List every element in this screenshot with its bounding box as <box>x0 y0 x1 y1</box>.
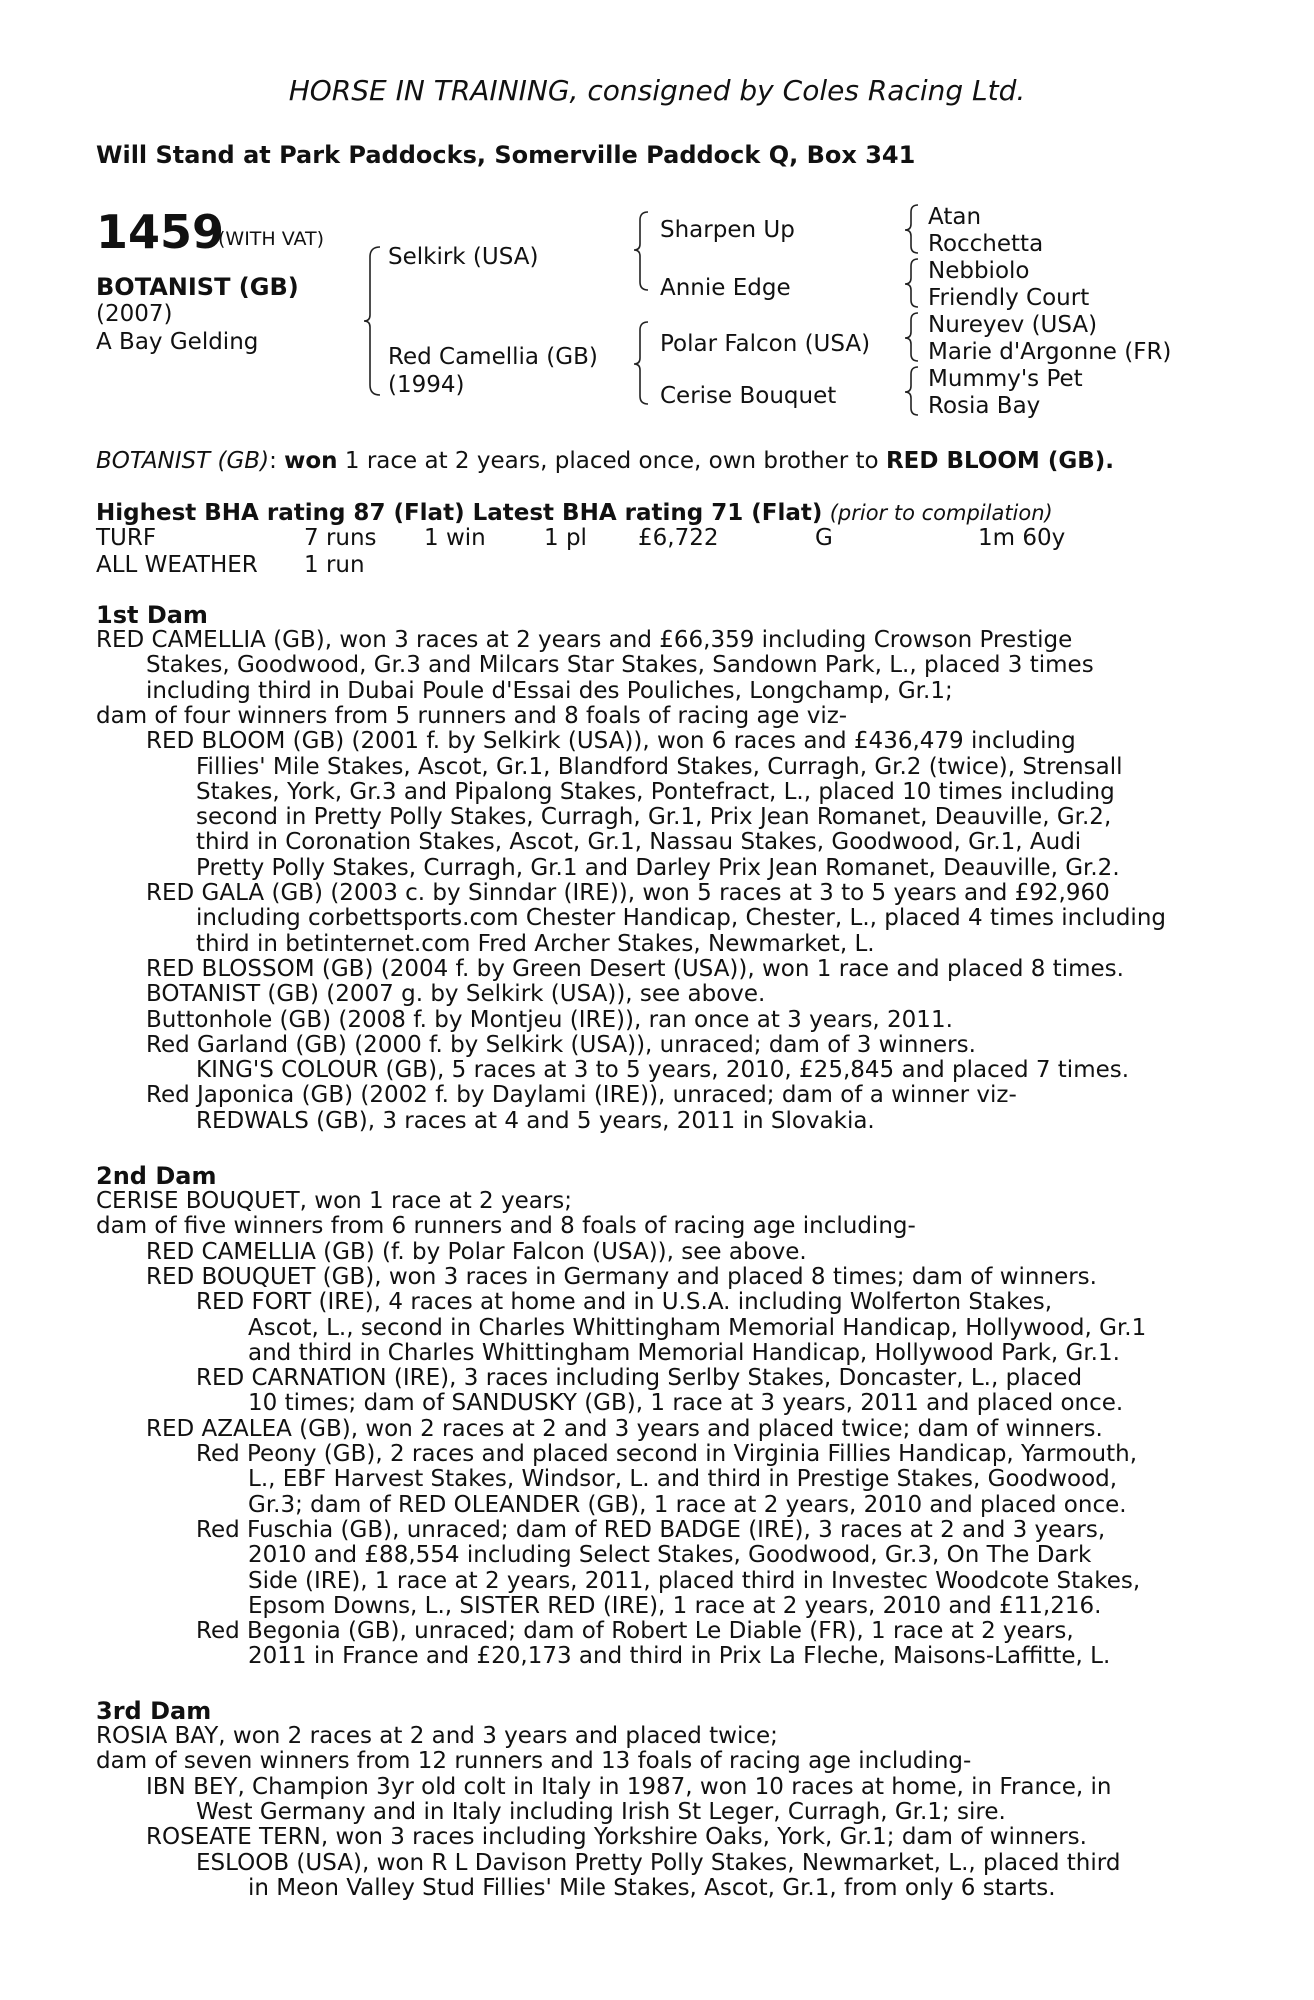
dam-sire: Polar Falcon (USA) <box>660 331 871 357</box>
dam1-line: Stakes, York, Gr.3 and Pipalong Stakes, Pontefract, L., placed 10 times including <box>196 778 1115 805</box>
dam1-line: third in Coronation Stakes, Ascot, Gr.1, Nassau Stakes, Goodwood, Gr.1, Audi <box>196 829 1082 856</box>
dam1-line: RED BLOSSOM (GB) (2004 f. by Green Desert (USA)), won 1 race and placed 8 times. <box>146 955 1124 982</box>
turf-placed: 1 pl <box>544 525 587 551</box>
brace-g1 <box>905 205 918 253</box>
grand-8: Rosia Bay <box>928 393 1041 419</box>
grand-5: Nureyev (USA) <box>928 312 1098 338</box>
dam2-line: CERISE BOUQUET, won 1 race at 2 years; <box>96 1188 573 1214</box>
dam2-line: Ascot, L., second in Charles Whittingham Memorial Handicap, Hollywood, Gr.1 <box>248 1314 1147 1341</box>
dam3-line: IBN BEY, Champion 3yr old colt in Italy in 1987, won 10 races at home, in France, in <box>146 1773 1112 1800</box>
grand-3: Nebbiolo <box>928 258 1030 284</box>
grand-7: Mummy's Pet <box>928 366 1083 392</box>
turf-wins: 1 win <box>424 525 486 551</box>
dam1-line: including corbettsports.com Chester Handicap, Chester, L., placed 4 times including <box>196 905 1166 932</box>
dam1-heading: 1st Dam <box>96 601 208 629</box>
sire-name: Selkirk (USA) <box>388 244 539 270</box>
dam1-line: Buttonhole (GB) (2008 f. by Montjeu (IRE)), ran once at 3 years, 2011. <box>146 1006 953 1033</box>
brace-g4 <box>905 367 918 415</box>
dam1-line: Red Japonica (GB) (2002 f. by Daylami (IRE)), unraced; dam of a winner viz- <box>146 1082 1017 1109</box>
dam1-line: third in betinternet.com Fred Archer Stakes, Newmarket, L. <box>196 930 875 957</box>
dam1-line: dam of four winners from 5 runners and 8 foals of racing age viz- <box>96 702 848 729</box>
summary-horse: BOTANIST (GB) <box>96 448 270 474</box>
dam3-line: West Germany and in Italy including Irish St Leger, Curragh, Gr.1; sire. <box>196 1798 1006 1825</box>
dam2-line: RED FORT (IRE), 4 races at home and in U.S.A. including Wolferton Stakes, <box>196 1289 1053 1316</box>
dam-line-brace <box>634 322 648 404</box>
dam1-line: Stakes, Goodwood, Gr.3 and Milcars Star Stakes, Sandown Park, L., placed 3 times <box>146 652 1094 679</box>
dam3-line: ESLOOB (USA), won R L Davison Pretty Polly Stakes, Newmarket, L., placed third <box>196 1849 1121 1876</box>
brace-g3 <box>905 313 918 361</box>
grand-4: Friendly Court <box>928 285 1090 311</box>
dam1-line: RED CAMELLIA (GB), won 3 races at 2 years and £66,359 including Crowson Prestige <box>96 627 1073 653</box>
sire-sire: Sharpen Up <box>660 217 795 243</box>
dam1-line: including third in Dubai Poule d'Essai des Pouliches, Longchamp, Gr.1; <box>146 677 953 704</box>
aw-label: ALL WEATHER <box>96 552 258 578</box>
horse-name: BOTANIST (GB) <box>96 273 299 301</box>
dam2-line: RED CARNATION (IRE), 3 races including Serlby Stakes, Doncaster, L., placed <box>196 1365 1083 1392</box>
summary-line: BOTANIST (GB): won 1 race at 2 years, placed once, own brother to RED BLOOM (GB). <box>96 448 1114 474</box>
dam1-line: RED GALA (GB) (2003 c. by Sinndar (IRE)), won 5 races at 3 to 5 years and £92,960 <box>146 880 1110 906</box>
horse-year: (2007) <box>96 301 173 327</box>
dam2-line: 10 times; dam of SANDUSKY (GB), 1 race at 3 years, 2011 and placed once. <box>248 1390 1124 1417</box>
dam-year: (1994) <box>388 372 465 398</box>
dam2-line: 2010 and £88,554 including Select Stakes, Goodwood, Gr.3, On The Dark <box>248 1542 1092 1569</box>
dam2-heading: 2nd Dam <box>96 1162 217 1190</box>
horse-description: A Bay Gelding <box>96 329 259 355</box>
pedigree-braces <box>0 0 1314 440</box>
turf-distance: 1m 60y <box>978 525 1066 551</box>
dam3-line: ROSIA BAY, won 2 races at 2 and 3 years and placed twice; <box>96 1723 778 1749</box>
dam1-line: RED BLOOM (GB) (2001 f. by Selkirk (USA)), won 6 races and £436,479 including <box>146 728 1076 755</box>
dam-name: Red Camellia (GB) <box>388 344 598 370</box>
turf-going: G <box>815 525 833 551</box>
consignor-header: HORSE IN TRAINING, consigned by Coles Racing Ltd. <box>288 74 1026 107</box>
summary-text: 1 race at 2 years, placed once, own brother to <box>344 448 879 474</box>
dam2-line: Epsom Downs, L., SISTER RED (IRE), 1 race at 2 years, 2010 and £11,216. <box>248 1592 1102 1619</box>
dam3-line: ROSEATE TERN, won 3 races including Yorkshire Oaks, York, Gr.1; dam of winners. <box>146 1824 1087 1851</box>
dam2-line: and third in Charles Whittingham Memorial Handicap, Hollywood Park, Gr.1. <box>248 1339 1120 1366</box>
sire-dam: Annie Edge <box>660 275 791 301</box>
ratings-title-line <box>96 500 1053 526</box>
aw-runs: 1 run <box>304 552 365 578</box>
brace-g2 <box>905 259 918 307</box>
dam2-line: L., EBF Harvest Stakes, Windsor, L. and third in Prestige Stakes, Goodwood, <box>248 1466 1118 1493</box>
turf-earnings: £6,722 <box>638 525 719 551</box>
dam2-line: Red Fuschia (GB), unraced; dam of RED BADGE (IRE), 3 races at 2 and 3 years, <box>196 1516 1106 1543</box>
turf-runs: 7 runs <box>304 525 377 551</box>
dam2-line: RED CAMELLIA (GB) (f. by Polar Falcon (USA)), see above. <box>146 1238 807 1265</box>
turf-label: TURF <box>96 525 157 551</box>
dam2-line: Red Peony (GB), 2 races and placed second in Virginia Fillies Handicap, Yarmouth, <box>196 1441 1138 1467</box>
lot-number: 1459 <box>96 205 225 259</box>
dam-dam: Cerise Bouquet <box>660 383 837 409</box>
dam2-line: Side (IRE), 1 race at 2 years, 2011, placed third in Investec Woodcote Stakes, <box>248 1567 1141 1594</box>
grand-6: Marie d'Argonne (FR) <box>928 339 1172 365</box>
dam3-line: dam of seven winners from 12 runners and 13 foals of racing age including- <box>96 1748 972 1775</box>
dam1-line: second in Pretty Polly Stakes, Curragh, Gr.1, Prix Jean Romanet, Deauville, Gr.2, <box>196 804 1112 831</box>
dam2-line: RED AZALEA (GB), won 2 races at 2 and 3 years and placed twice; dam of winners. <box>146 1415 1103 1442</box>
summary-brother: RED BLOOM (GB). <box>885 448 1114 474</box>
dam2-line: Red Begonia (GB), unraced; dam of Robert Le Diable (FR), 1 race at 2 years, <box>196 1618 1074 1645</box>
ratings-title: Highest BHA rating 87 (Flat) Latest BHA rating 71 (Flat) <box>96 500 823 526</box>
dam1-line: BOTANIST (GB) (2007 g. by Selkirk (USA)), see above. <box>146 981 766 1008</box>
summary-won: won <box>284 448 338 474</box>
dam2-line: RED BOUQUET (GB), won 3 races in Germany and placed 8 times; dam of winners. <box>146 1263 1097 1290</box>
stand-location: Will Stand at Park Paddocks, Somerville Paddock Q, Box 341 <box>96 141 916 169</box>
dam2-line: 2011 in France and £20,173 and third in Prix La Fleche, Maisons-Laffitte, L. <box>248 1643 1111 1670</box>
dam1-line: KING'S COLOUR (GB), 5 races at 3 to 5 years, 2010, £25,845 and placed 7 times. <box>196 1057 1130 1084</box>
grand-1: Atan <box>928 204 982 230</box>
dam3-heading: 3rd Dam <box>96 1697 212 1725</box>
dam1-line: REDWALS (GB), 3 races at 4 and 5 years, 2011 in Slovakia. <box>196 1107 875 1134</box>
dam1-line: Fillies' Mile Stakes, Ascot, Gr.1, Blandford Stakes, Curragh, Gr.2 (twice), Strensall <box>196 753 1123 780</box>
ratings-note: (prior to compilation) <box>829 501 1053 525</box>
dam3-line: in Meon Valley Stud Fillies' Mile Stakes, Ascot, Gr.1, from only 6 starts. <box>248 1874 1056 1901</box>
sire-dam-brace <box>364 247 380 395</box>
grand-2: Rocchetta <box>928 231 1044 257</box>
dam2-line: dam of five winners from 6 runners and 8 foals of racing age including- <box>96 1213 916 1240</box>
dam2-line: Gr.3; dam of RED OLEANDER (GB), 1 race at 2 years, 2010 and placed once. <box>248 1491 1127 1518</box>
dam1-line: Red Garland (GB) (2000 f. by Selkirk (USA)), unraced; dam of 3 winners. <box>146 1031 976 1058</box>
sire-line-brace <box>634 212 648 290</box>
dam1-line: Pretty Polly Stakes, Curragh, Gr.1 and Darley Prix Jean Romanet, Deauville, Gr.2. <box>196 854 1120 881</box>
vat-note: (WITH VAT) <box>218 228 325 250</box>
